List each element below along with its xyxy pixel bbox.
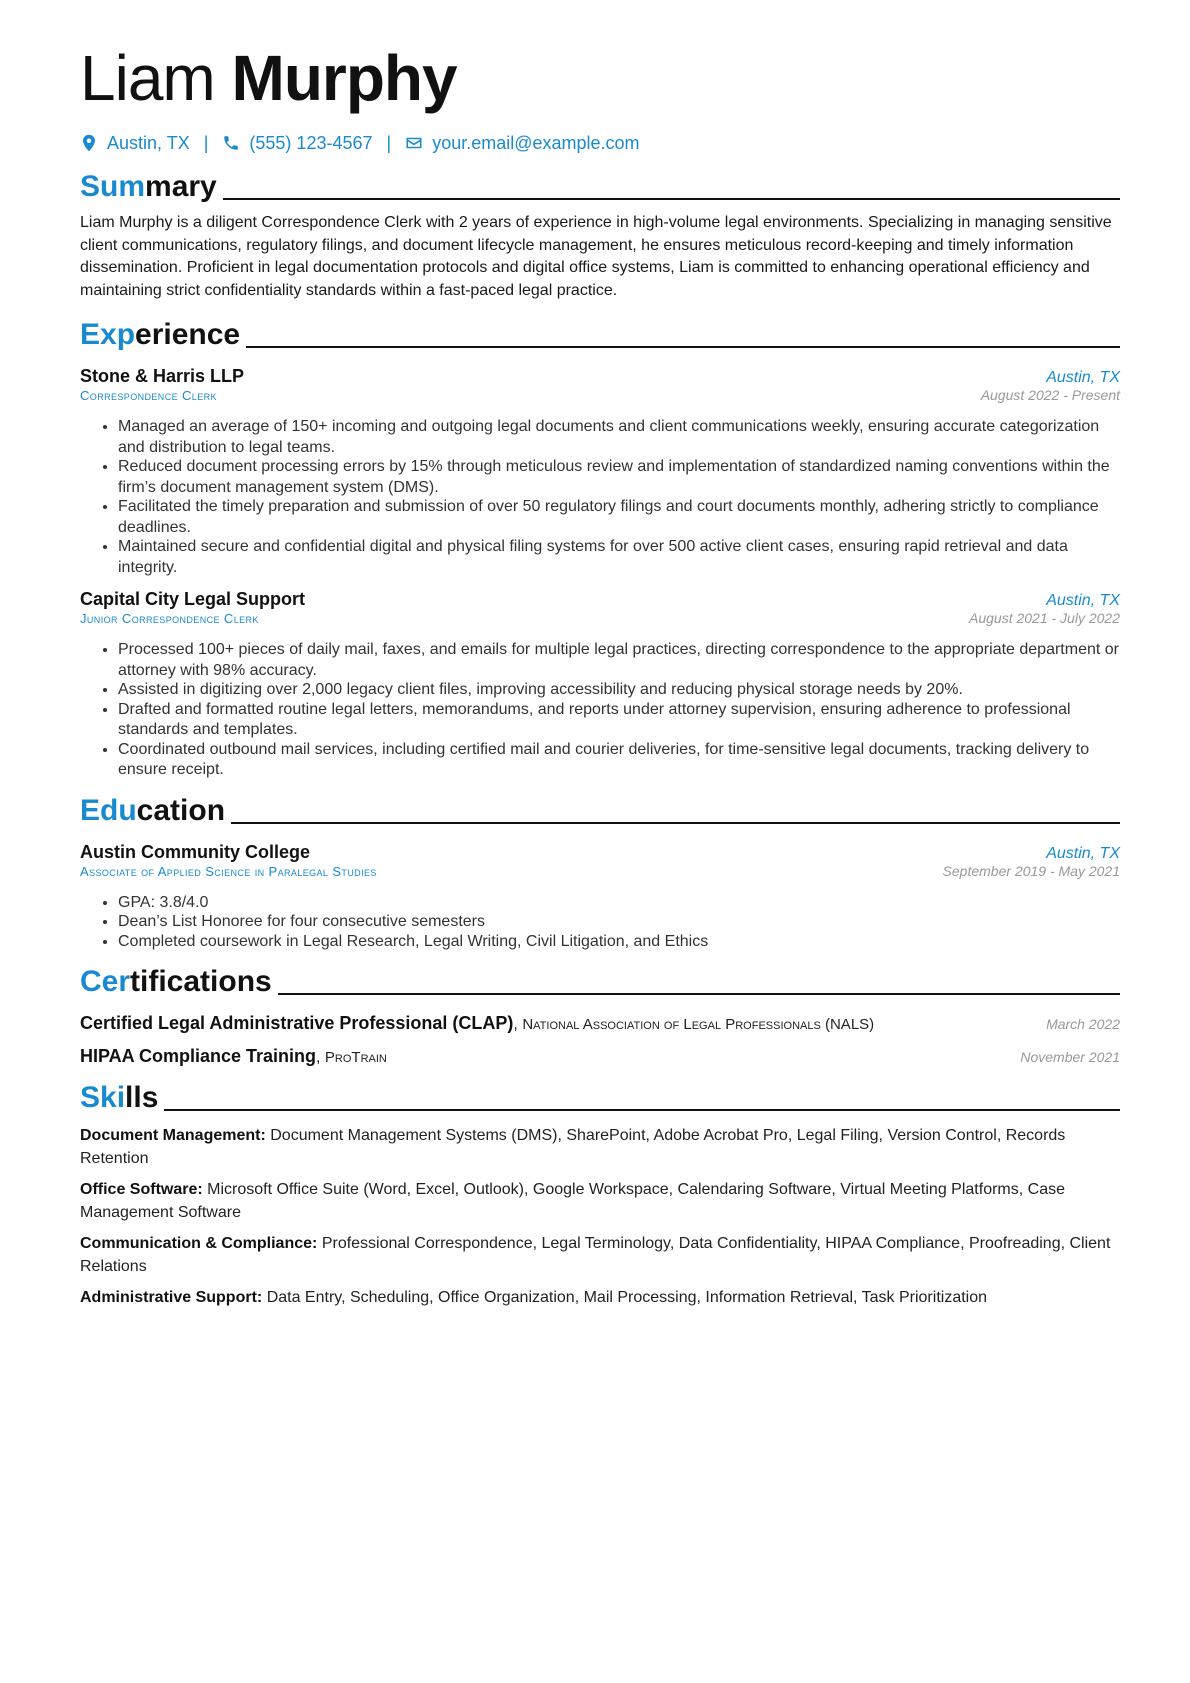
experience-title: Experience <box>80 318 241 351</box>
map-pin-icon <box>80 134 98 152</box>
skill-value: Document Management Systems (DMS), SharePoint, Adobe Acrobat Pro, Legal Filing, Version Control, Records Retention <box>80 1127 1066 1167</box>
job-dates: August 2022 - Present <box>980 387 1120 403</box>
education-dates: September 2019 - May 2021 <box>942 862 1120 879</box>
skill-label: Office Software: <box>80 1181 203 1198</box>
certification-date: November 2021 <box>1020 1049 1120 1065</box>
list-item: • Managed an average of 150+ incoming and outgoing legal documents and client communications weekly, ensuring accurate categorization and distribution to legal teams. <box>118 417 1120 458</box>
certification-name: HIPAA Compliance Training <box>80 1046 317 1066</box>
skill-row <box>80 1287 1120 1310</box>
job-role: Junior Correspondence Clerk <box>80 611 259 626</box>
list-item: • GPA: 3.8/4.0 <box>118 893 1120 914</box>
list-item: • Completed coursework in Legal Research, Legal Writing, Civil Litigation, and Ethics <box>118 932 1120 953</box>
list-item: • Coordinated outbound mail services, including certified mail and courier deliveries, for time-sensitive legal documents, tracking delivery to ensure receipt. <box>118 740 1120 781</box>
contact-phone[interactable] <box>222 133 372 154</box>
certification-org: National Association of Legal Professionals (NALS) <box>522 1016 875 1033</box>
job-org: Capital City Legal Support <box>80 589 306 609</box>
contact-separator: | <box>386 132 392 153</box>
degree: Associate of Applied Science in Paralegal Studies <box>80 863 377 879</box>
list-item: • Drafted and formatted routine legal letters, memorandums, and reports under attorney supervision, ensuring adherence to professional standards and templates. <box>118 700 1120 741</box>
certification-date: March 2022 <box>1046 1016 1120 1032</box>
location-text: Austin, TX <box>107 132 190 153</box>
list-item: • Facilitated the timely preparation and submission of over 50 regulatory filings and court documents monthly, adhering strictly to compliance deadlines. <box>118 497 1120 538</box>
job-location: Austin, TX <box>1046 369 1120 386</box>
contact-email[interactable] <box>405 133 639 154</box>
education-entry <box>80 842 1120 953</box>
section-rule <box>278 993 1120 995</box>
job-entry <box>80 589 1120 781</box>
envelope-icon <box>405 134 423 152</box>
job-bullets <box>80 640 1120 781</box>
skills-heading <box>80 1079 1120 1115</box>
job-location: Austin, TX <box>1046 592 1120 609</box>
list-item: • Assisted in digitizing over 2,000 legacy client files, improving accessibility and reducing physical storage needs by 20%. <box>118 680 1120 701</box>
education-bullets <box>80 893 1120 953</box>
contact-location <box>80 133 190 154</box>
school-name: Austin Community College <box>80 841 311 862</box>
email-text: your.email@example.com <box>432 132 640 153</box>
job-dates: August 2021 - July 2022 <box>969 610 1120 626</box>
phone-icon <box>222 134 240 152</box>
list-item: • Dean’s List Honoree for four consecutive semesters <box>118 912 1120 933</box>
section-rule <box>231 822 1120 824</box>
contact-line <box>80 130 1120 156</box>
skill-label: Document Management: <box>80 1127 266 1144</box>
certifications-title: Certifications <box>80 965 272 998</box>
experience-heading <box>80 316 1120 352</box>
first-name: Liam <box>80 42 215 114</box>
summary-title: Summary <box>80 170 217 203</box>
certification-item: Certified Legal Administrative Professional (CLAP), National Association of Legal Professionals (NALS) March 2022 <box>80 1013 1120 1033</box>
skills-title: Skills <box>80 1081 159 1114</box>
certification-org: ProTrain <box>324 1049 387 1066</box>
resume-name <box>80 40 1120 116</box>
contact-separator: | <box>203 132 209 153</box>
summary-text: Liam Murphy is a diligent Correspondence Clerk with 2 years of experience in high-volume legal environments. Specializing in managing sensitive client communications, regulatory filings, and document lifecycle management, he ensures meticulous record-keeping and timely information dissemination. Proficient in legal documentation protocols and digital office systems, Liam is committed to enhancing operational efficiency and maintaining strict confidentiality standards within a fast-paced legal practice. <box>80 214 1112 299</box>
certifications-heading <box>80 963 1120 999</box>
skill-label: Communication & Compliance: <box>80 1235 318 1252</box>
skill-row <box>80 1179 1120 1224</box>
skill-value: Microsoft Office Suite (Word, Excel, Outlook), Google Workspace, Calendaring Software, Virtual Meeting Platforms, Case Management Software <box>80 1181 1065 1221</box>
skill-value: Data Entry, Scheduling, Office Organization, Mail Processing, Information Retrieval, Task Prioritization <box>266 1289 988 1306</box>
last-name: Murphy <box>231 42 457 114</box>
job-role: Correspondence Clerk <box>80 388 217 403</box>
skill-value: Professional Correspondence, Legal Terminology, Data Confidentiality, HIPAA Compliance, Proofreading, Client Relations <box>80 1235 1111 1275</box>
list-item: • Processed 100+ pieces of daily mail, faxes, and emails for multiple legal practices, directing correspondence to the appropriate department or attorney with 98% accuracy. <box>118 640 1120 681</box>
section-rule <box>223 198 1120 200</box>
skill-label: Administrative Support: <box>80 1289 263 1306</box>
section-rule <box>164 1109 1120 1111</box>
list-item: • Maintained secure and confidential digital and physical filing systems for over 500 active client cases, ensuring rapid retrieval and data integrity. <box>118 537 1120 578</box>
education-heading <box>80 792 1120 828</box>
certification-name: Certified Legal Administrative Professional (CLAP) <box>80 1013 514 1033</box>
skill-row <box>80 1125 1120 1170</box>
school-location: Austin, TX <box>1046 844 1120 862</box>
job-bullets <box>80 417 1120 578</box>
section-rule <box>246 346 1120 348</box>
skill-row <box>80 1233 1120 1278</box>
job-org: Stone & Harris LLP <box>80 366 245 386</box>
list-item: • Reduced document processing errors by 15% through meticulous review and implementation of standardized naming conventions within the firm’s document management system (DMS). <box>118 457 1120 498</box>
phone-text: (555) 123-4567 <box>249 132 373 153</box>
education-title: Education <box>80 793 226 827</box>
job-entry <box>80 366 1120 578</box>
certification-item: HIPAA Compliance Training, ProTrain November 2021 <box>80 1046 1120 1066</box>
summary-heading <box>80 168 1120 204</box>
